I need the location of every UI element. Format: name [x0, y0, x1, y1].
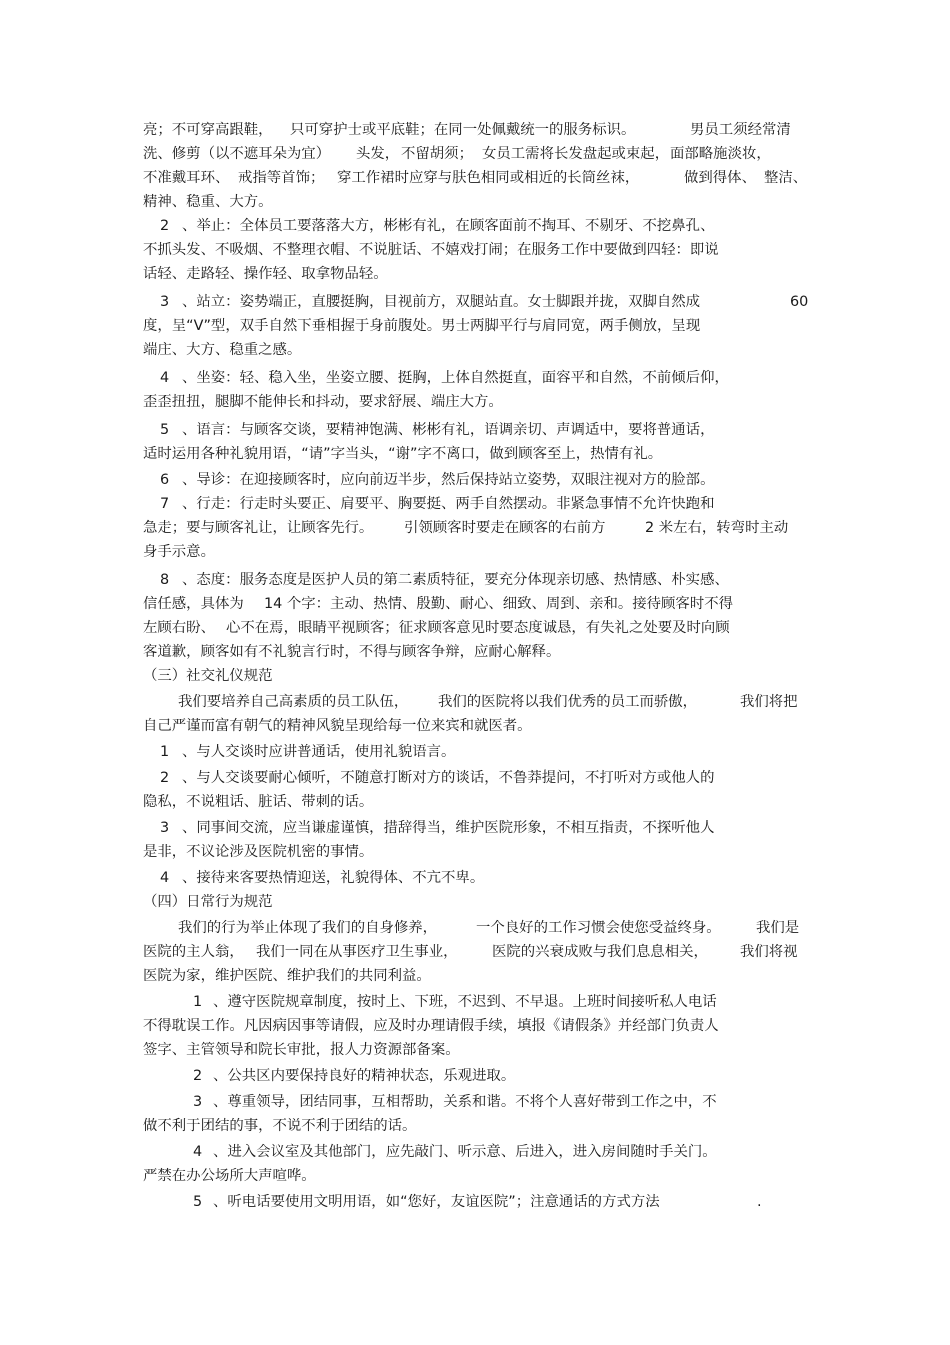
text-line: [0, 366, 950, 390]
text-segment: 洗、修剪（以不遮耳朵为宜）: [143, 146, 331, 162]
text-segment: 、听电话要使用文明用语，如“您好，友谊医院”；注意通话的方式方法: [213, 1194, 660, 1210]
text-segment: 、站立：姿势端正，直腰挺胸，目视前方，双腿站直。女士脚跟并拢，双脚自然成: [182, 294, 701, 310]
text-segment: 医院为家，维护医院、维护我们的共同利益。: [143, 968, 431, 984]
text-segment: 我们将把: [740, 694, 798, 710]
text-segment: 心不在焉，眼睛平视顾客；征求顾客意见时要态度诚恳，有失礼之处要及时向顾: [226, 620, 730, 636]
text-segment: 不抓头发、不吸烟、不整理衣帽、不说脏话、不嬉戏打闹；在服务工作中要做到四轻：即说: [143, 242, 719, 258]
text-line: [0, 790, 950, 814]
text-line: [0, 664, 950, 688]
text-segment: 女员工需将长发盘起或束起，: [482, 146, 670, 162]
text-segment: 适时运用各种礼貌用语，“请”字当头，“谢”字不离口，做到顾客至上，热情有礼。: [143, 446, 663, 462]
text-line: [0, 990, 950, 1014]
text-line: [0, 1038, 950, 1062]
text-line: [0, 418, 950, 442]
text-line: [0, 166, 950, 190]
text-segment: （四）日常行为规范: [143, 894, 273, 910]
text-segment: 1: [160, 744, 170, 760]
text-segment: 我们要培养自己高素质的员工队伍，: [178, 694, 409, 710]
text-segment: 、同事间交流，应当谦虚谨慎，措辞得当，维护医院形象，不相互指责，不探听他人: [182, 820, 715, 836]
text-line: [0, 964, 950, 988]
text-line: [0, 940, 950, 964]
text-line: [0, 1140, 950, 1164]
text-segment: 亮；不可穿高跟鞋，: [143, 122, 273, 138]
text-segment: 3: [193, 1094, 203, 1110]
text-segment: 、导诊：在迎接顾客时，应向前迈半步，然后保持站立姿势，双眼注视对方的脸部。: [182, 472, 715, 488]
text-segment: 只可穿护士或平底鞋；在同一处佩戴统一的服务标识。: [290, 122, 636, 138]
text-line: [0, 890, 950, 914]
text-segment: 歪歪扭扭，腿脚不能伸长和抖动，要求舒展、端庄大方。: [143, 394, 503, 410]
text-segment: 我们的医院将以我们优秀的员工而骄傲，: [438, 694, 698, 710]
text-segment: 左顾右盼、: [143, 620, 215, 636]
text-line: [0, 238, 950, 262]
text-line: [0, 262, 950, 286]
text-segment: 隐私，不说粗话、脏话、带刺的话。: [143, 794, 374, 810]
text-line: [0, 314, 950, 338]
text-segment: 我们是: [756, 920, 800, 936]
text-segment: 、进入会议室及其他部门，应先敲门、听示意、后进入，进入房间随时手关门。: [213, 1144, 717, 1160]
text-segment: 60: [790, 294, 809, 310]
text-segment: 医院的主人翁，: [143, 944, 244, 960]
text-segment: 做到得体、: [684, 170, 756, 186]
text-line: [0, 640, 950, 664]
text-line: [0, 616, 950, 640]
text-segment: 7: [160, 496, 170, 512]
text-segment: 2: [193, 1068, 203, 1084]
text-segment: 、接待来客要热情迎送，礼貌得体、不亢不卑。: [182, 870, 485, 886]
text-line: [0, 840, 950, 864]
text-segment: 4: [193, 1144, 203, 1160]
text-segment: 客道歉，顾客如有不礼貌言行时，不得与顾客争辩，应耐心解释。: [143, 644, 561, 660]
text-segment: 、尊重领导，团结同事，互相帮助，关系和谐。不将个人喜好带到工作之中，不: [213, 1094, 717, 1110]
text-segment: 、语言：与顾客交谈，要精神饱满、彬彬有礼，语调亲切、声调适中，要将普通话，: [182, 422, 715, 438]
text-line: [0, 766, 950, 790]
text-line: [0, 568, 950, 592]
text-segment: 信任感，具体为: [143, 596, 244, 612]
text-line: [0, 338, 950, 362]
text-line: [0, 290, 950, 314]
text-line: [0, 592, 950, 616]
text-segment: 自己严谨而富有朝气的精神风貌呈现给每一位来宾和就医者。: [143, 718, 532, 734]
text-line: [0, 142, 950, 166]
text-line: [0, 916, 950, 940]
text-line: [0, 1164, 950, 1188]
text-segment: 5: [160, 422, 170, 438]
text-line: [0, 516, 950, 540]
text-line: [0, 1064, 950, 1088]
text-line: [0, 214, 950, 238]
text-segment: 身手示意。: [143, 544, 215, 560]
text-segment: 严禁在办公场所大声喧哗。: [143, 1168, 316, 1184]
text-segment: （三）社交礼仪规范: [143, 668, 273, 684]
text-segment: 我们一同在从事医疗卫生事业，: [256, 944, 458, 960]
text-segment: 头发，: [356, 146, 400, 162]
text-segment: 、行走：行走时头要正、肩要平、胸要挺、两手自然摆动。非紧急事情不允许快跑和: [182, 496, 715, 512]
text-segment: 精神、稳重、大方。: [143, 194, 273, 210]
text-segment: 2: [160, 770, 170, 786]
text-line: [0, 714, 950, 738]
text-segment: 2: [160, 218, 170, 234]
text-line: [0, 468, 950, 492]
text-segment: 穿工作裙时应穿与肤色相同或相近的长筒丝袜，: [337, 170, 640, 186]
text-line: [0, 816, 950, 840]
text-segment: 4: [160, 370, 170, 386]
text-segment: 我们将视: [740, 944, 798, 960]
text-segment: 引领顾客时要走在顾客的右前方: [404, 520, 606, 536]
text-segment: 5: [193, 1194, 203, 1210]
text-segment: 话轻、走路轻、操作轻、取拿物品轻。: [143, 266, 388, 282]
text-segment: 、坐姿：轻、稳入坐，坐姿立腰、挺胸，上体自然挺直，面容平和自然，不前倾后仰，: [182, 370, 729, 386]
text-segment: 不留胡须；: [401, 146, 473, 162]
text-segment: 做不利于团结的事，不说不利于团结的话。: [143, 1118, 417, 1134]
text-segment: 2 米左右，转弯时主动: [645, 520, 789, 536]
text-line: [0, 1090, 950, 1114]
text-line: [0, 540, 950, 564]
text-segment: 我们的行为举止体现了我们的自身修养，: [178, 920, 438, 936]
text-segment: 、与人交谈要耐心倾听，不随意打断对方的谈话，不鲁莽提问，不打听对方或他人的: [182, 770, 715, 786]
text-segment: 1: [193, 994, 203, 1010]
text-segment: 急走；要与顾客礼让，让顾客先行。: [143, 520, 374, 536]
text-line: [0, 390, 950, 414]
text-segment: 、遵守医院规章制度，按时上、下班，不迟到、不早退。上班时间接听私人电话: [213, 994, 717, 1010]
text-segment: 4: [160, 870, 170, 886]
text-segment: 端庄、大方、稳重之感。: [143, 342, 302, 358]
text-segment: 、态度：服务态度是医护人员的第二素质特征，要充分体现亲切感、热情感、朴实感、: [182, 572, 729, 588]
text-segment: 面部略施淡妆，: [670, 146, 771, 162]
text-segment: 6: [160, 472, 170, 488]
text-segment: 不得耽误工作。凡因病因事等请假，应及时办理请假手续，填报《请假条》并经部门负责人: [143, 1018, 719, 1034]
text-segment: 一个良好的工作习惯会使您受益终身。: [476, 920, 721, 936]
text-line: [0, 118, 950, 142]
text-line: [0, 690, 950, 714]
text-line: [0, 492, 950, 516]
text-segment: 是非，不议论涉及医院机密的事情。: [143, 844, 374, 860]
text-segment: 度，呈“V”型，双手自然下垂相握于身前腹处。男士两脚平行与肩同宽，两手侧放，呈现: [143, 318, 701, 334]
text-line: [0, 190, 950, 214]
text-segment: 、公共区内要保持良好的精神状态，乐观进取。: [213, 1068, 516, 1084]
text-segment: .: [757, 1194, 762, 1210]
text-segment: 不准戴耳环、: [143, 170, 230, 186]
text-segment: 整洁、: [764, 170, 808, 186]
text-segment: 男员工须经常清: [690, 122, 791, 138]
text-line: [0, 1190, 950, 1214]
text-line: [0, 1114, 950, 1138]
text-segment: 、与人交谈时应讲普通话，使用礼貌语言。: [182, 744, 456, 760]
text-line: [0, 1014, 950, 1038]
text-segment: 戒指等首饰；: [238, 170, 325, 186]
text-segment: 3: [160, 820, 170, 836]
text-segment: 3: [160, 294, 170, 310]
text-line: [0, 442, 950, 466]
text-line: [0, 866, 950, 890]
text-segment: 8: [160, 572, 170, 588]
text-segment: 医院的兴衰成败与我们息息相关，: [492, 944, 708, 960]
text-line: [0, 740, 950, 764]
text-segment: 、举止：全体员工要落落大方，彬彬有礼，在顾客面前不掏耳、不剔牙、不挖鼻孔、: [182, 218, 715, 234]
text-segment: 签字、主管领导和院长审批，报人力资源部备案。: [143, 1042, 460, 1058]
text-segment: 14 个字：主动、热情、殷勤、耐心、细致、周到、亲和。接待顾客时不得: [264, 596, 733, 612]
